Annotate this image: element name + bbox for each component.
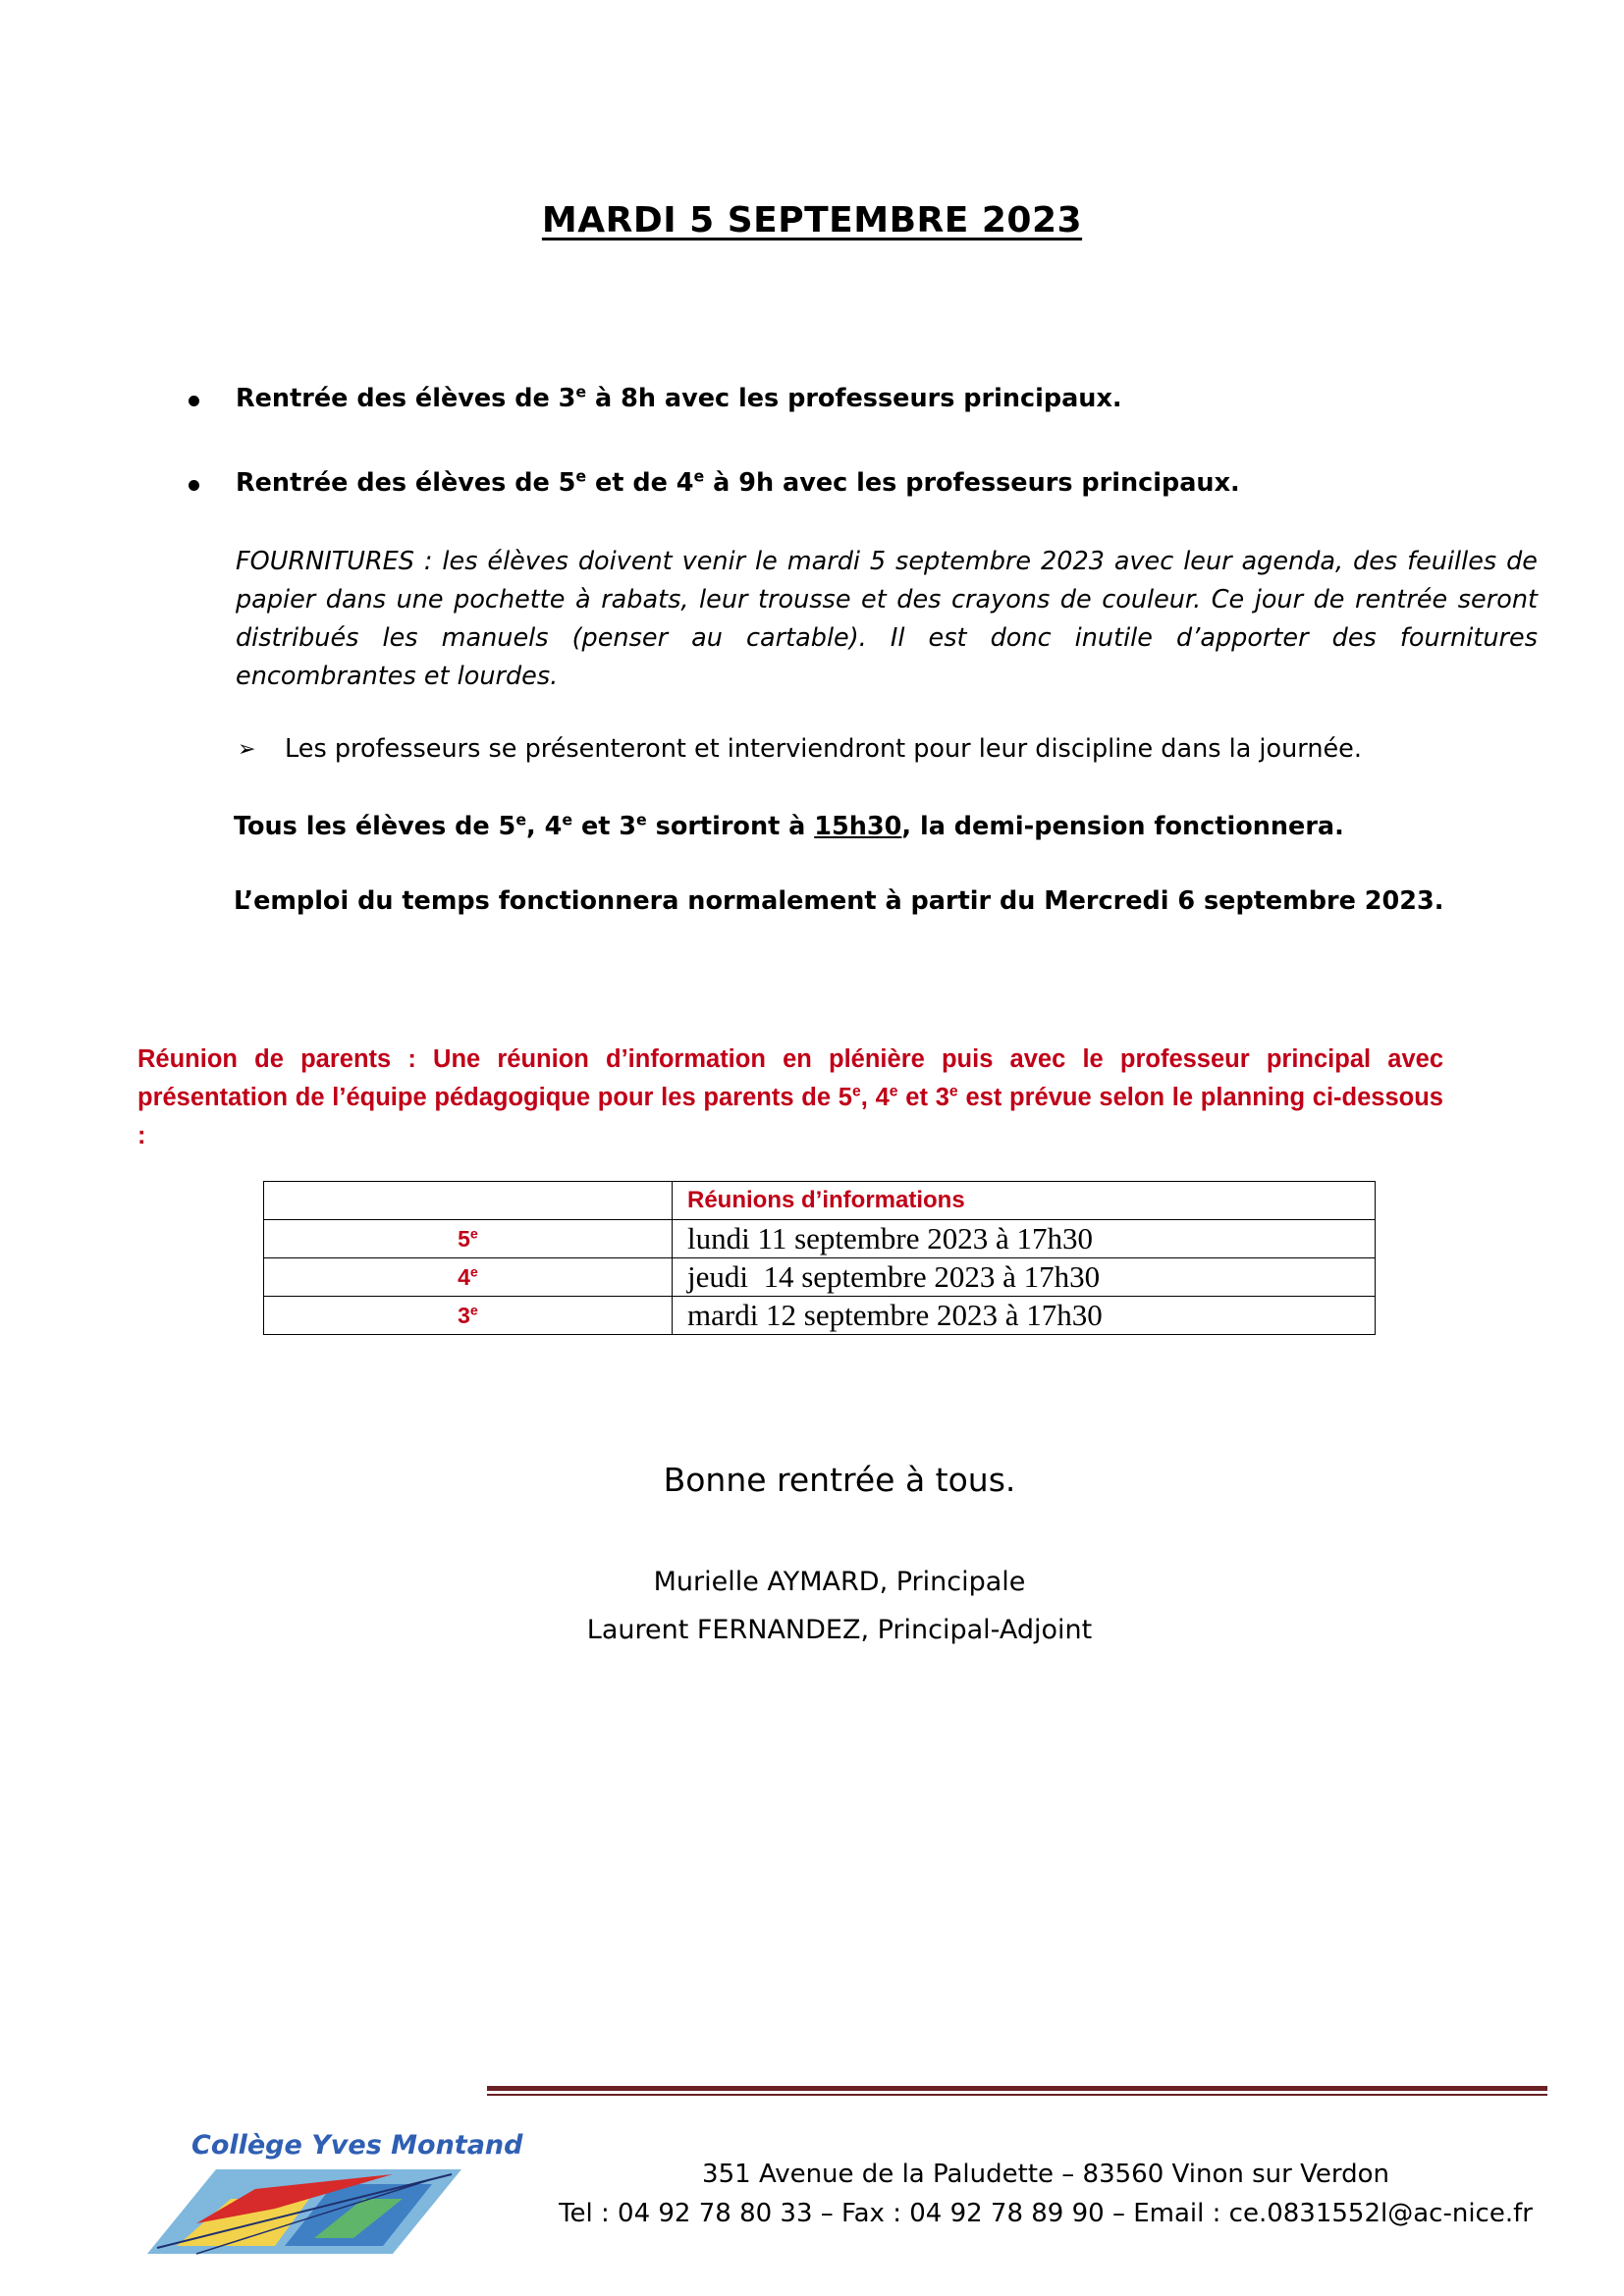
emploi-du-temps-line: L’emploi du temps fonctionnera normalement à partir du Mercredi 6 septembre 2023. [234, 886, 1444, 916]
signature-adjoint: Laurent FERNANDEZ, Principal-Adjoint [586, 1615, 1093, 1645]
table-date: lundi 11 septembre 2023 à 17h30 [673, 1220, 1376, 1258]
bullet-icon [189, 396, 199, 406]
bullet-rentree-5e-4e: Rentrée des élèves de 5e et de 4e à 9h avec les professeurs principaux. [236, 466, 1240, 498]
table-header: Réunions d’informations [673, 1182, 1376, 1220]
signature-principale: Murielle AYMARD, Principale [653, 1567, 1026, 1597]
table-level: 3e [264, 1297, 673, 1335]
fournitures-paragraph: FOURNITURES : les élèves doivent venir le mardi 5 septembre 2023 avec leur agenda, des feuilles de papier dans une pochette à rabats, leur trousse et des crayons de couleur. Ce jour de rentrée seront distribués les manuels (penser au cartable). Il est donc inutile d’apporter des fournitures encombrantes et lourdes. [236, 547, 1538, 691]
footer-address: 351 Avenue de la Paludette – 83560 Vinon sur Verdon [702, 2160, 1389, 2189]
table-header-empty [264, 1182, 673, 1220]
arrow-bullet-icon: ➢ [238, 737, 256, 762]
college-logo [137, 2130, 523, 2256]
greeting: Bonne rentrée à tous. [663, 1461, 1016, 1499]
table-level: 4e [264, 1258, 673, 1297]
reunion-paragraph: Réunion de parents : Une réunion d’information en plénière puis avec le professeur principal avec présentation de l’équipe pédagogique pour les parents de 5e, 4e et 3e est prévue selon le planning ci-dessous : [137, 1045, 1444, 1149]
footer-divider-thin [487, 2094, 1547, 2096]
bullet-rentree-3e: Rentrée des élèves de 3e à 8h avec les professeurs principaux. [236, 382, 1122, 413]
table-date: jeudi 14 septembre 2023 à 17h30 [673, 1258, 1376, 1297]
sortie-line: Tous les élèves de 5e, 4e et 3e sortiront à 15h30, la demi-pension fonctionnera. [234, 810, 1344, 841]
table-row [264, 1258, 1376, 1297]
footer-divider [487, 2086, 1547, 2091]
table-level: 5e [264, 1220, 673, 1258]
professeurs-item: Les professeurs se présenteront et interviendront pour leur discipline dans la journée. [285, 734, 1362, 764]
table-header-row [264, 1182, 1376, 1220]
reunions-table [263, 1181, 1376, 1335]
table-date: mardi 12 septembre 2023 à 17h30 [673, 1297, 1376, 1335]
page-title: MARDI 5 SEPTEMBRE 2023 [541, 200, 1083, 240]
logo-text: Collège Yves Montand [191, 2130, 523, 2161]
footer-contact: Tel : 04 92 78 80 33 – Fax : 04 92 78 89 90 – Email : ce.0831552l@ac-nice.fr [559, 2199, 1533, 2228]
bullet-icon [189, 480, 199, 491]
table-row [264, 1220, 1376, 1258]
table-row [264, 1297, 1376, 1335]
